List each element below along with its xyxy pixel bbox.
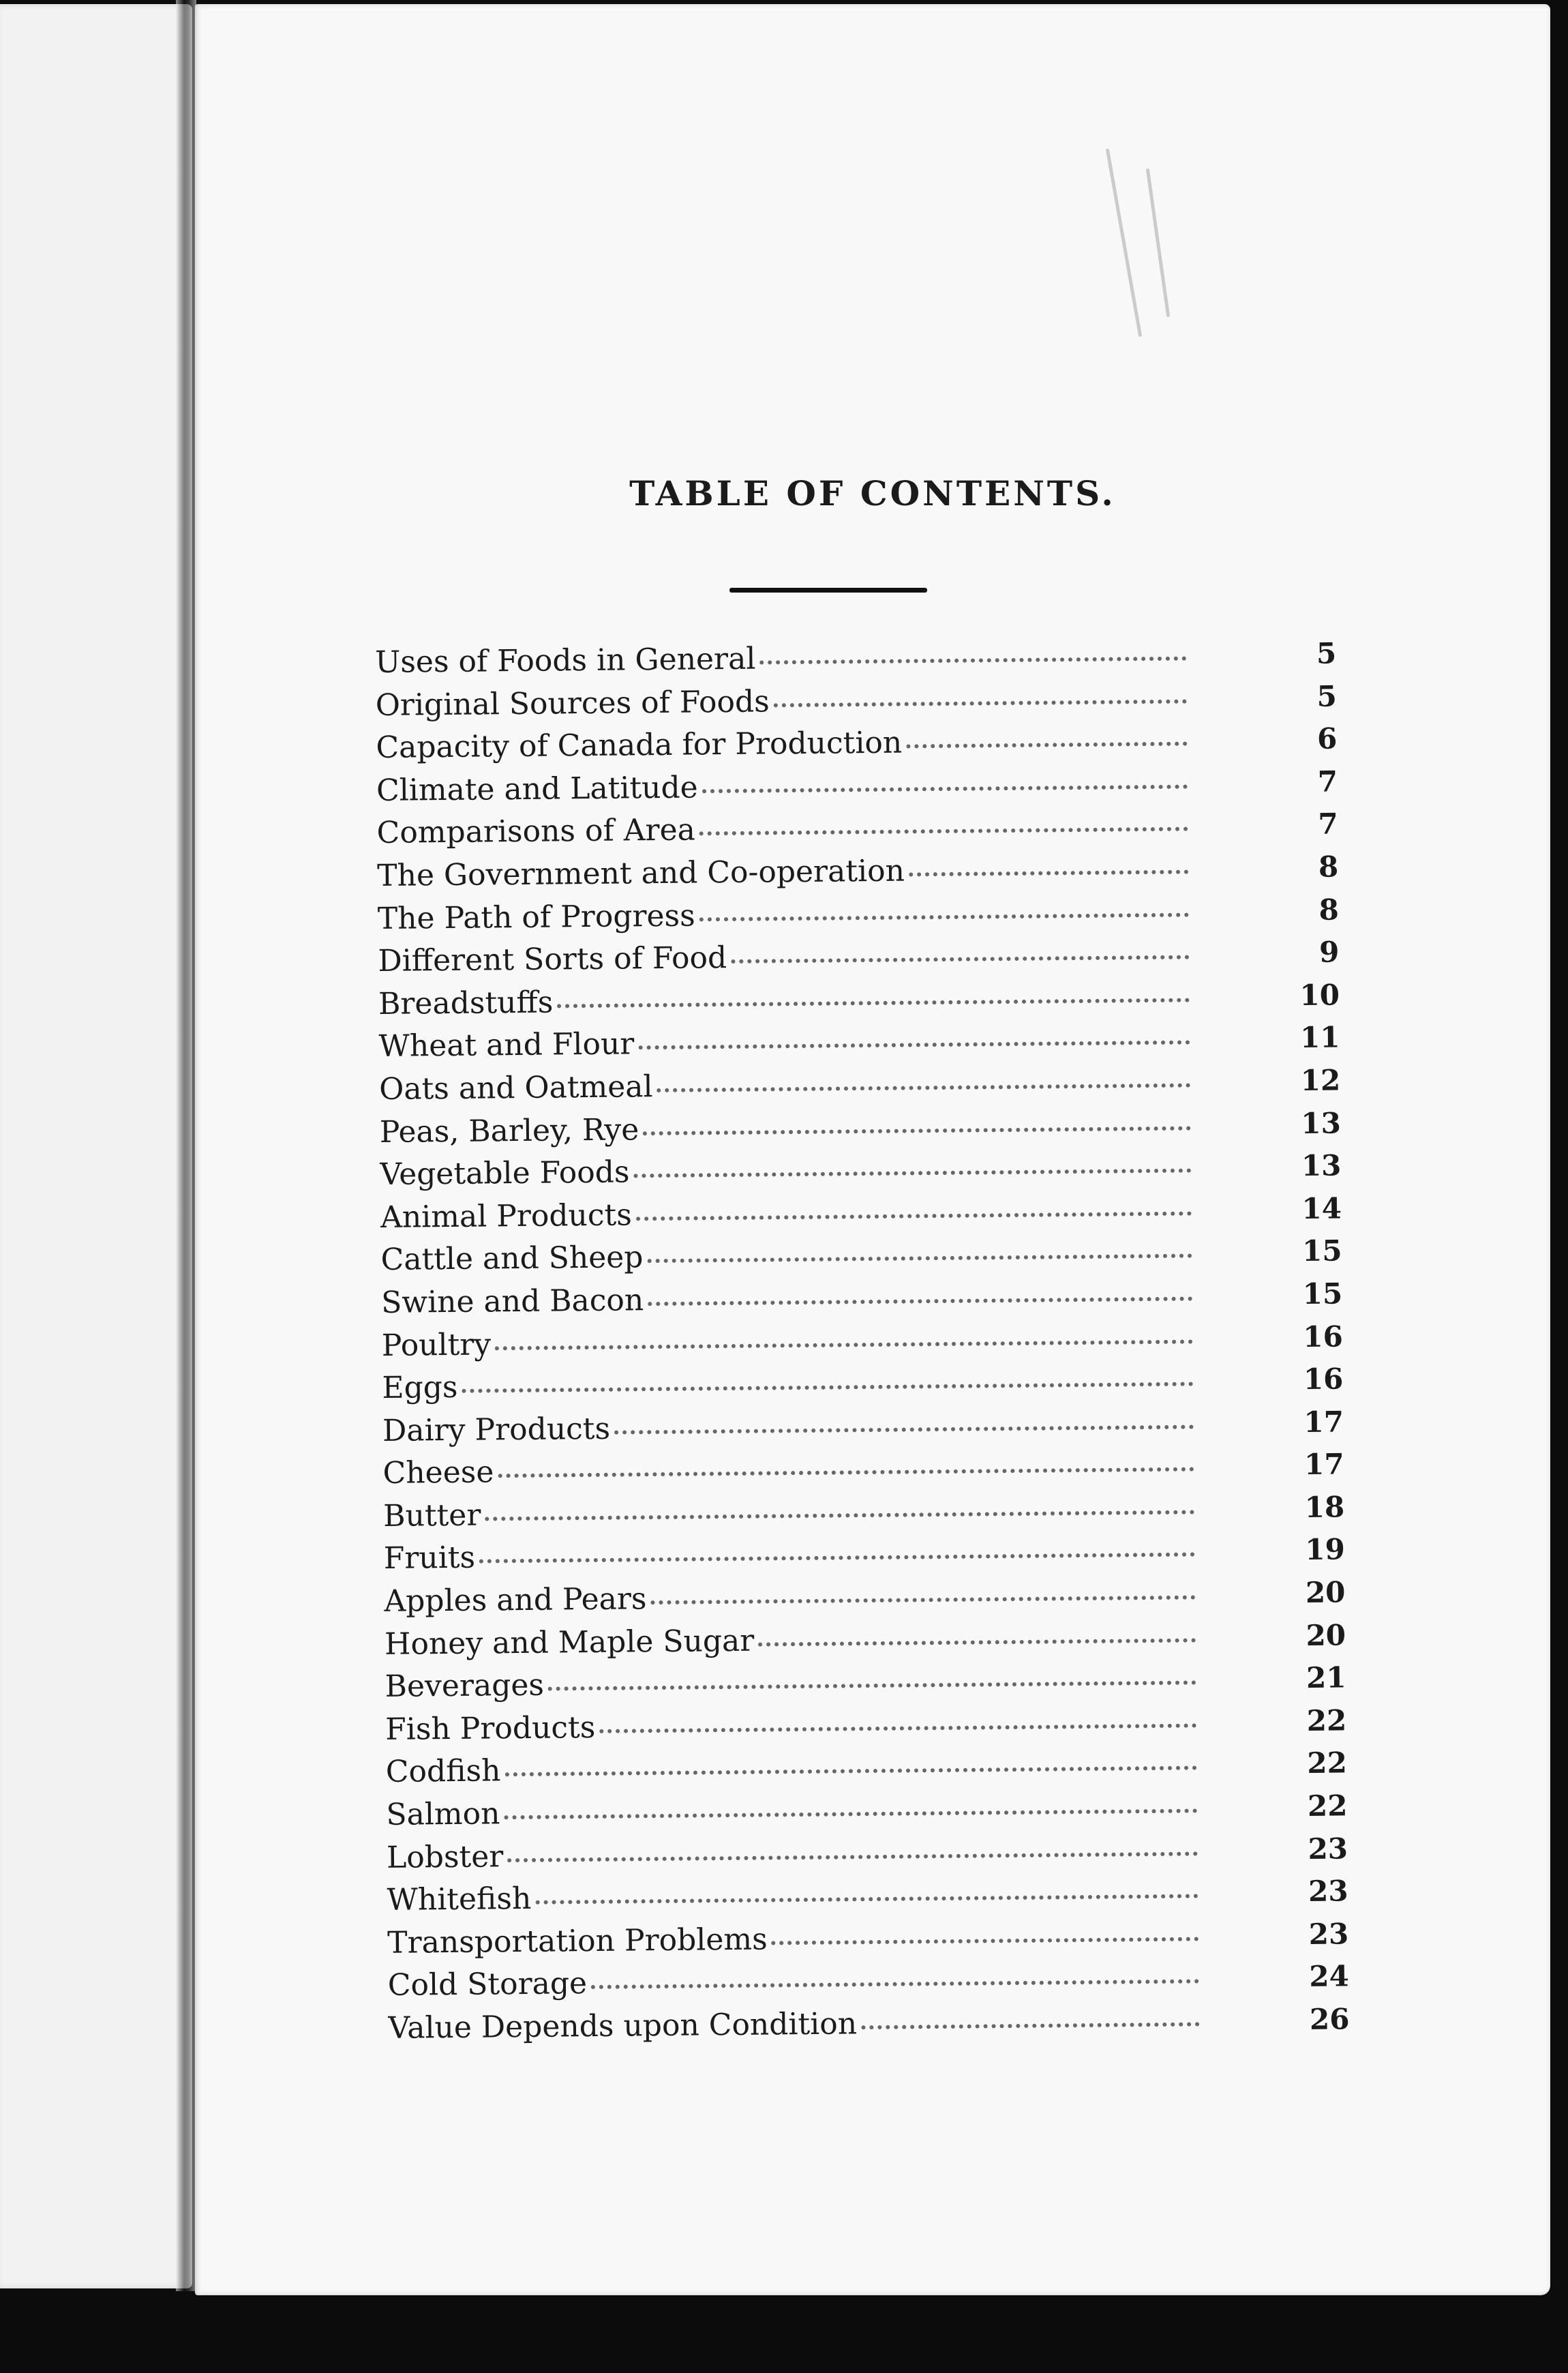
dot-leader xyxy=(535,1894,1198,1905)
toc-entry-title: Beverages xyxy=(385,1667,545,1705)
toc-entry-title: Animal Products xyxy=(380,1197,633,1235)
toc-entry-title: Breadstuffs xyxy=(378,985,554,1021)
toc-entry-title: Wheat and Flour xyxy=(378,1026,635,1064)
dot-leader xyxy=(699,827,1188,836)
toc-entry-page-number: 23 xyxy=(1308,1917,1349,1951)
toc-entry-page-number: 5 xyxy=(1316,679,1338,713)
dot-leader xyxy=(507,1851,1198,1862)
toc-entry-title: Butter xyxy=(383,1497,481,1534)
toc-entry-page-number: 18 xyxy=(1304,1490,1345,1524)
toc-entry-page-number: 23 xyxy=(1308,1832,1348,1866)
toc-entry-page-number: 9 xyxy=(1318,935,1340,969)
toc-entry-title: Capacity of Canada for Production xyxy=(376,725,903,766)
toc-entry-title: Honey and Maple Sugar xyxy=(384,1623,755,1662)
toc-entry-page-number: 8 xyxy=(1318,850,1339,884)
dot-leader xyxy=(699,912,1189,921)
toc-entry-page-number: 11 xyxy=(1299,1020,1340,1055)
dot-leader xyxy=(504,1766,1196,1777)
toc-entry-page-number: 26 xyxy=(1309,2002,1350,2036)
toc-entry-page-number: 7 xyxy=(1318,807,1338,841)
dot-leader xyxy=(495,1339,1193,1350)
toc-entry-page-number: 22 xyxy=(1307,1746,1348,1780)
toc-entry-page-number: 17 xyxy=(1303,1405,1344,1439)
dot-leader xyxy=(636,1211,1192,1221)
toc-entry xyxy=(388,2001,1350,2053)
toc-entry-page-number: 19 xyxy=(1305,1532,1346,1567)
dot-leader xyxy=(861,2022,1199,2029)
toc-entry-page-number: 16 xyxy=(1303,1319,1344,1354)
facing-page xyxy=(0,4,192,2288)
page-title: TABLE OF CONTENTS. xyxy=(629,473,1116,513)
document-page xyxy=(195,4,1550,2295)
dot-leader xyxy=(498,1467,1194,1478)
dot-leader xyxy=(759,657,1186,665)
toc-entry-page-number: 5 xyxy=(1316,636,1337,670)
dot-leader xyxy=(702,784,1188,793)
toc-entry-page-number: 12 xyxy=(1300,1063,1341,1097)
toc-entry-page-number: 10 xyxy=(1299,978,1340,1012)
toc-entry-title: Transportation Problems xyxy=(387,1922,768,1960)
toc-entry-page-number: 13 xyxy=(1301,1148,1342,1183)
dot-leader xyxy=(772,1937,1199,1945)
toc-entry-title: Poultry xyxy=(381,1326,492,1363)
toc-entry-title: Cheese xyxy=(382,1454,494,1491)
dot-leader xyxy=(909,870,1188,877)
dot-leader xyxy=(651,1596,1196,1605)
toc-entry-page-number: 13 xyxy=(1301,1105,1342,1140)
dot-leader xyxy=(557,998,1190,1008)
toc-entry-title: Swine and Bacon xyxy=(381,1283,644,1320)
toc-entry-page-number: 17 xyxy=(1303,1447,1344,1482)
toc-entry-title: Original Sources of Foods xyxy=(375,684,770,723)
toc-entry-title: Vegetable Foods xyxy=(380,1154,630,1193)
toc-entry-page-number: 20 xyxy=(1305,1575,1346,1610)
dot-leader xyxy=(479,1553,1195,1564)
dot-leader xyxy=(462,1382,1194,1393)
dot-leader xyxy=(599,1723,1196,1733)
toc-entry-page-number: 7 xyxy=(1317,764,1338,799)
toc-entry-page-number: 15 xyxy=(1301,1234,1342,1268)
toc-entry-title: Uses of Foods in General xyxy=(375,641,756,680)
paper-scratch xyxy=(1106,149,1143,338)
toc-entry-page-number: 22 xyxy=(1307,1789,1348,1823)
toc-entry-title: Eggs xyxy=(382,1369,458,1406)
toc-entry-title: Peas, Barley, Rye xyxy=(379,1111,639,1150)
toc-entry-title: Cattle and Sheep xyxy=(380,1240,644,1278)
toc-entry-page-number: 14 xyxy=(1301,1191,1342,1225)
title-rule xyxy=(729,588,927,593)
toc-entry-title: Lobster xyxy=(386,1838,504,1875)
toc-entry-page-number: 6 xyxy=(1316,721,1338,756)
dot-leader xyxy=(648,1296,1192,1306)
toc-entry-title: Cold Storage xyxy=(387,1966,588,2003)
paper-scratch xyxy=(1146,168,1171,318)
dot-leader xyxy=(614,1424,1194,1434)
dot-leader xyxy=(657,1083,1191,1092)
dot-leader xyxy=(591,1980,1199,1990)
dot-leader xyxy=(906,742,1187,749)
dot-leader xyxy=(643,1126,1191,1135)
toc-entry-title: Climate and Latitude xyxy=(376,770,698,808)
dot-leader xyxy=(633,1169,1191,1178)
toc-entry-title: Value Depends upon Condition xyxy=(388,2006,858,2046)
toc-entry-title: The Government and Co-operation xyxy=(377,853,905,893)
toc-entry-page-number: 21 xyxy=(1306,1660,1346,1695)
dot-leader xyxy=(504,1809,1197,1820)
dot-leader xyxy=(647,1254,1192,1264)
dot-leader xyxy=(485,1510,1194,1521)
toc-entry-title: Fish Products xyxy=(385,1710,596,1747)
toc-entry-title: Salmon xyxy=(386,1796,500,1832)
toc-entry-title: Codfish xyxy=(385,1753,501,1790)
table-of-contents xyxy=(375,636,1350,2053)
toc-entry-title: Different Sorts of Food xyxy=(378,940,727,979)
dot-leader xyxy=(774,699,1187,707)
toc-entry-title: Dairy Products xyxy=(382,1411,611,1448)
toc-entry-page-number: 20 xyxy=(1306,1618,1346,1652)
dot-leader xyxy=(638,1041,1190,1050)
toc-entry-title: Apples and Pears xyxy=(384,1581,647,1619)
toc-entry-title: Oats and Oatmeal xyxy=(379,1069,653,1107)
toc-entry-page-number: 24 xyxy=(1309,1959,1350,1994)
dot-leader xyxy=(731,955,1189,964)
toc-entry-page-number: 22 xyxy=(1306,1703,1347,1737)
toc-entry-page-number: 16 xyxy=(1303,1362,1344,1397)
book-gutter xyxy=(176,0,196,2291)
toc-entry-title: Whitefish xyxy=(387,1881,532,1918)
dot-leader xyxy=(758,1638,1196,1646)
toc-entry-page-number: 15 xyxy=(1302,1277,1343,1311)
toc-entry-title: Fruits xyxy=(383,1540,476,1577)
toc-entry-title: The Path of Progress xyxy=(377,898,695,936)
toc-entry-page-number: 8 xyxy=(1318,893,1340,927)
toc-entry-title: Comparisons of Area xyxy=(376,812,696,851)
toc-entry-page-number: 23 xyxy=(1308,1874,1348,1909)
dot-leader xyxy=(548,1681,1196,1691)
